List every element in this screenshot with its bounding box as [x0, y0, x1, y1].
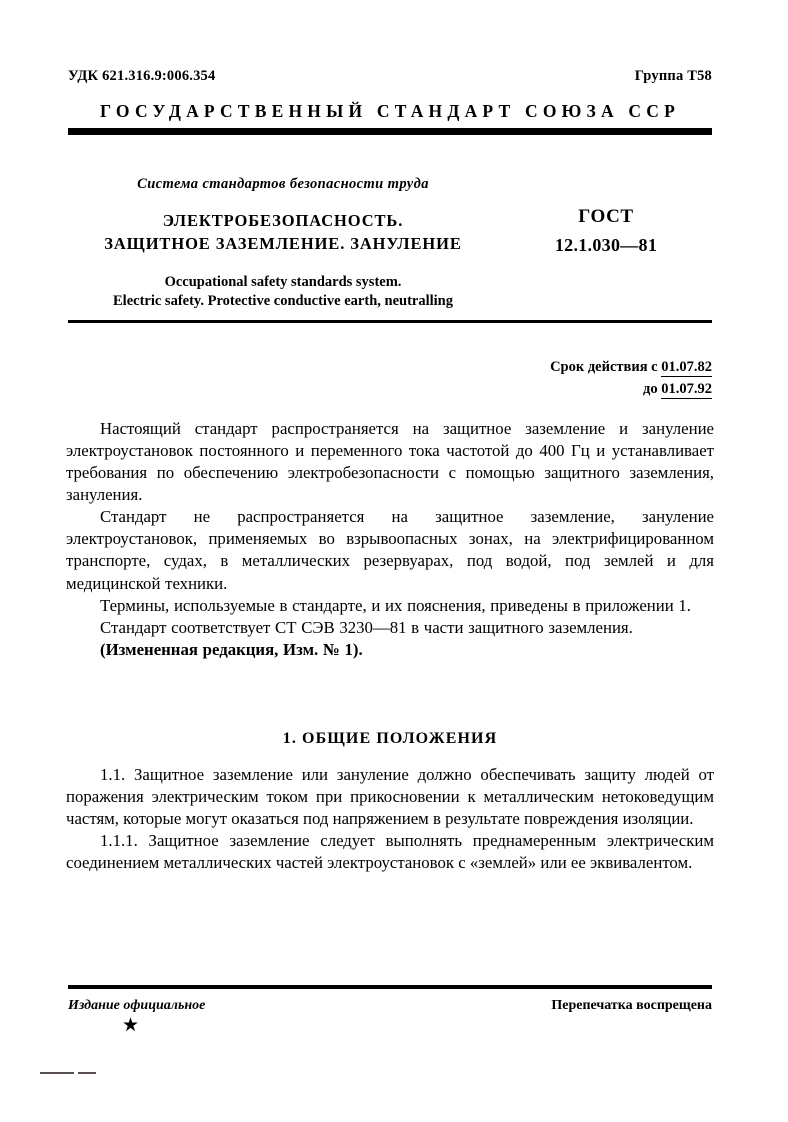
footer-divider	[68, 985, 712, 989]
star-icon: ★	[122, 1015, 140, 1036]
udc-code: УДК 621.316.9:006.354	[68, 68, 216, 84]
paragraph-2: Стандарт не распространяется на защитное заземление, зануление электроустановок, применяемых во взрывоопасных зонах, на электрифицированном транспорте, судах, в металлических резервуарах, под водой, под землей и для медицинской техники.	[66, 507, 714, 593]
section-body	[66, 764, 714, 874]
gost-number-block	[500, 206, 712, 256]
document-title-line-2: ЗАЩИТНОЕ ЗАЗЕМЛЕНИЕ. ЗАНУЛЕНИЕ	[104, 234, 462, 254]
validity-from-label: Срок действия с	[550, 359, 658, 375]
group-code: Группа Т58	[634, 68, 712, 84]
standard-banner: ГОСУДАРСТВЕННЫЙ СТАНДАРТ СОЮЗА ССР	[100, 101, 680, 121]
footer-right-text: Перепечатка воспрещена	[551, 998, 712, 1013]
header-divider-thick	[68, 128, 712, 135]
title-divider-thin	[68, 320, 712, 323]
document-title-line-1: ЭЛЕКТРОБЕЗОПАСНОСТЬ.	[162, 211, 404, 230]
intro-body	[66, 418, 714, 661]
paragraph-4: Стандарт соответствует СТ СЭВ 3230—81 в части защитного заземления.	[100, 617, 633, 637]
paragraph-1: Настоящий стандарт распространяется на защитное заземление и зануление электроустановок постоянного и переменного тока частотой до 400 Гц и устанавливает требования по обеспечению электробезопасности с помощью защитного заземления, зануления.	[66, 419, 714, 505]
footer-row	[68, 998, 712, 1014]
english-title	[68, 273, 498, 311]
bottom-mark-dash-2	[78, 1072, 96, 1074]
validity-to-line	[550, 378, 712, 400]
gost-label: ГОСТ	[578, 206, 634, 227]
paragraph-3: Термины, используемые в стандарте, и их пояснения, приведены в приложении 1.	[100, 595, 692, 615]
validity-from-date: 01.07.82	[661, 359, 712, 375]
section-heading: 1. ОБЩИЕ ПОЛОЖЕНИЯ	[282, 730, 498, 747]
footer-left-text: Издание официальное	[68, 998, 206, 1013]
validity-to-label: до	[643, 381, 658, 398]
clause-1-1: 1.1. Защитное заземление или зануление должно обеспечивать защиту людей от поражения электрическим током при прикосновении к металлическим нетоковедущим частям, которые могут оказаться под напряжением в результате повреждения изоляции.	[66, 765, 714, 829]
title-block	[68, 176, 498, 311]
english-title-line-1: Occupational safety standards system.	[164, 273, 402, 290]
validity-from-line	[550, 356, 712, 378]
udc-group-row	[68, 68, 712, 85]
document-title	[68, 209, 498, 256]
english-title-line-2: Electric safety. Protective conductive earth, neutralling	[113, 292, 453, 309]
system-line: Система стандартов безопасности труда	[137, 176, 429, 192]
validity-period	[550, 356, 712, 401]
gost-code: 12.1.030—81	[554, 235, 658, 255]
bottom-mark-dash-1	[40, 1072, 74, 1074]
clause-1-1-1: 1.1.1. Защитное заземление следует выполнять преднамеренным электрическим соединением металлических частей электроустановок с «землей» или ее эквивалентом.	[66, 831, 714, 873]
paragraph-5-amendment: (Измененная редакция, Изм. № 1).	[100, 639, 363, 659]
validity-to-date: 01.07.92	[661, 381, 712, 398]
